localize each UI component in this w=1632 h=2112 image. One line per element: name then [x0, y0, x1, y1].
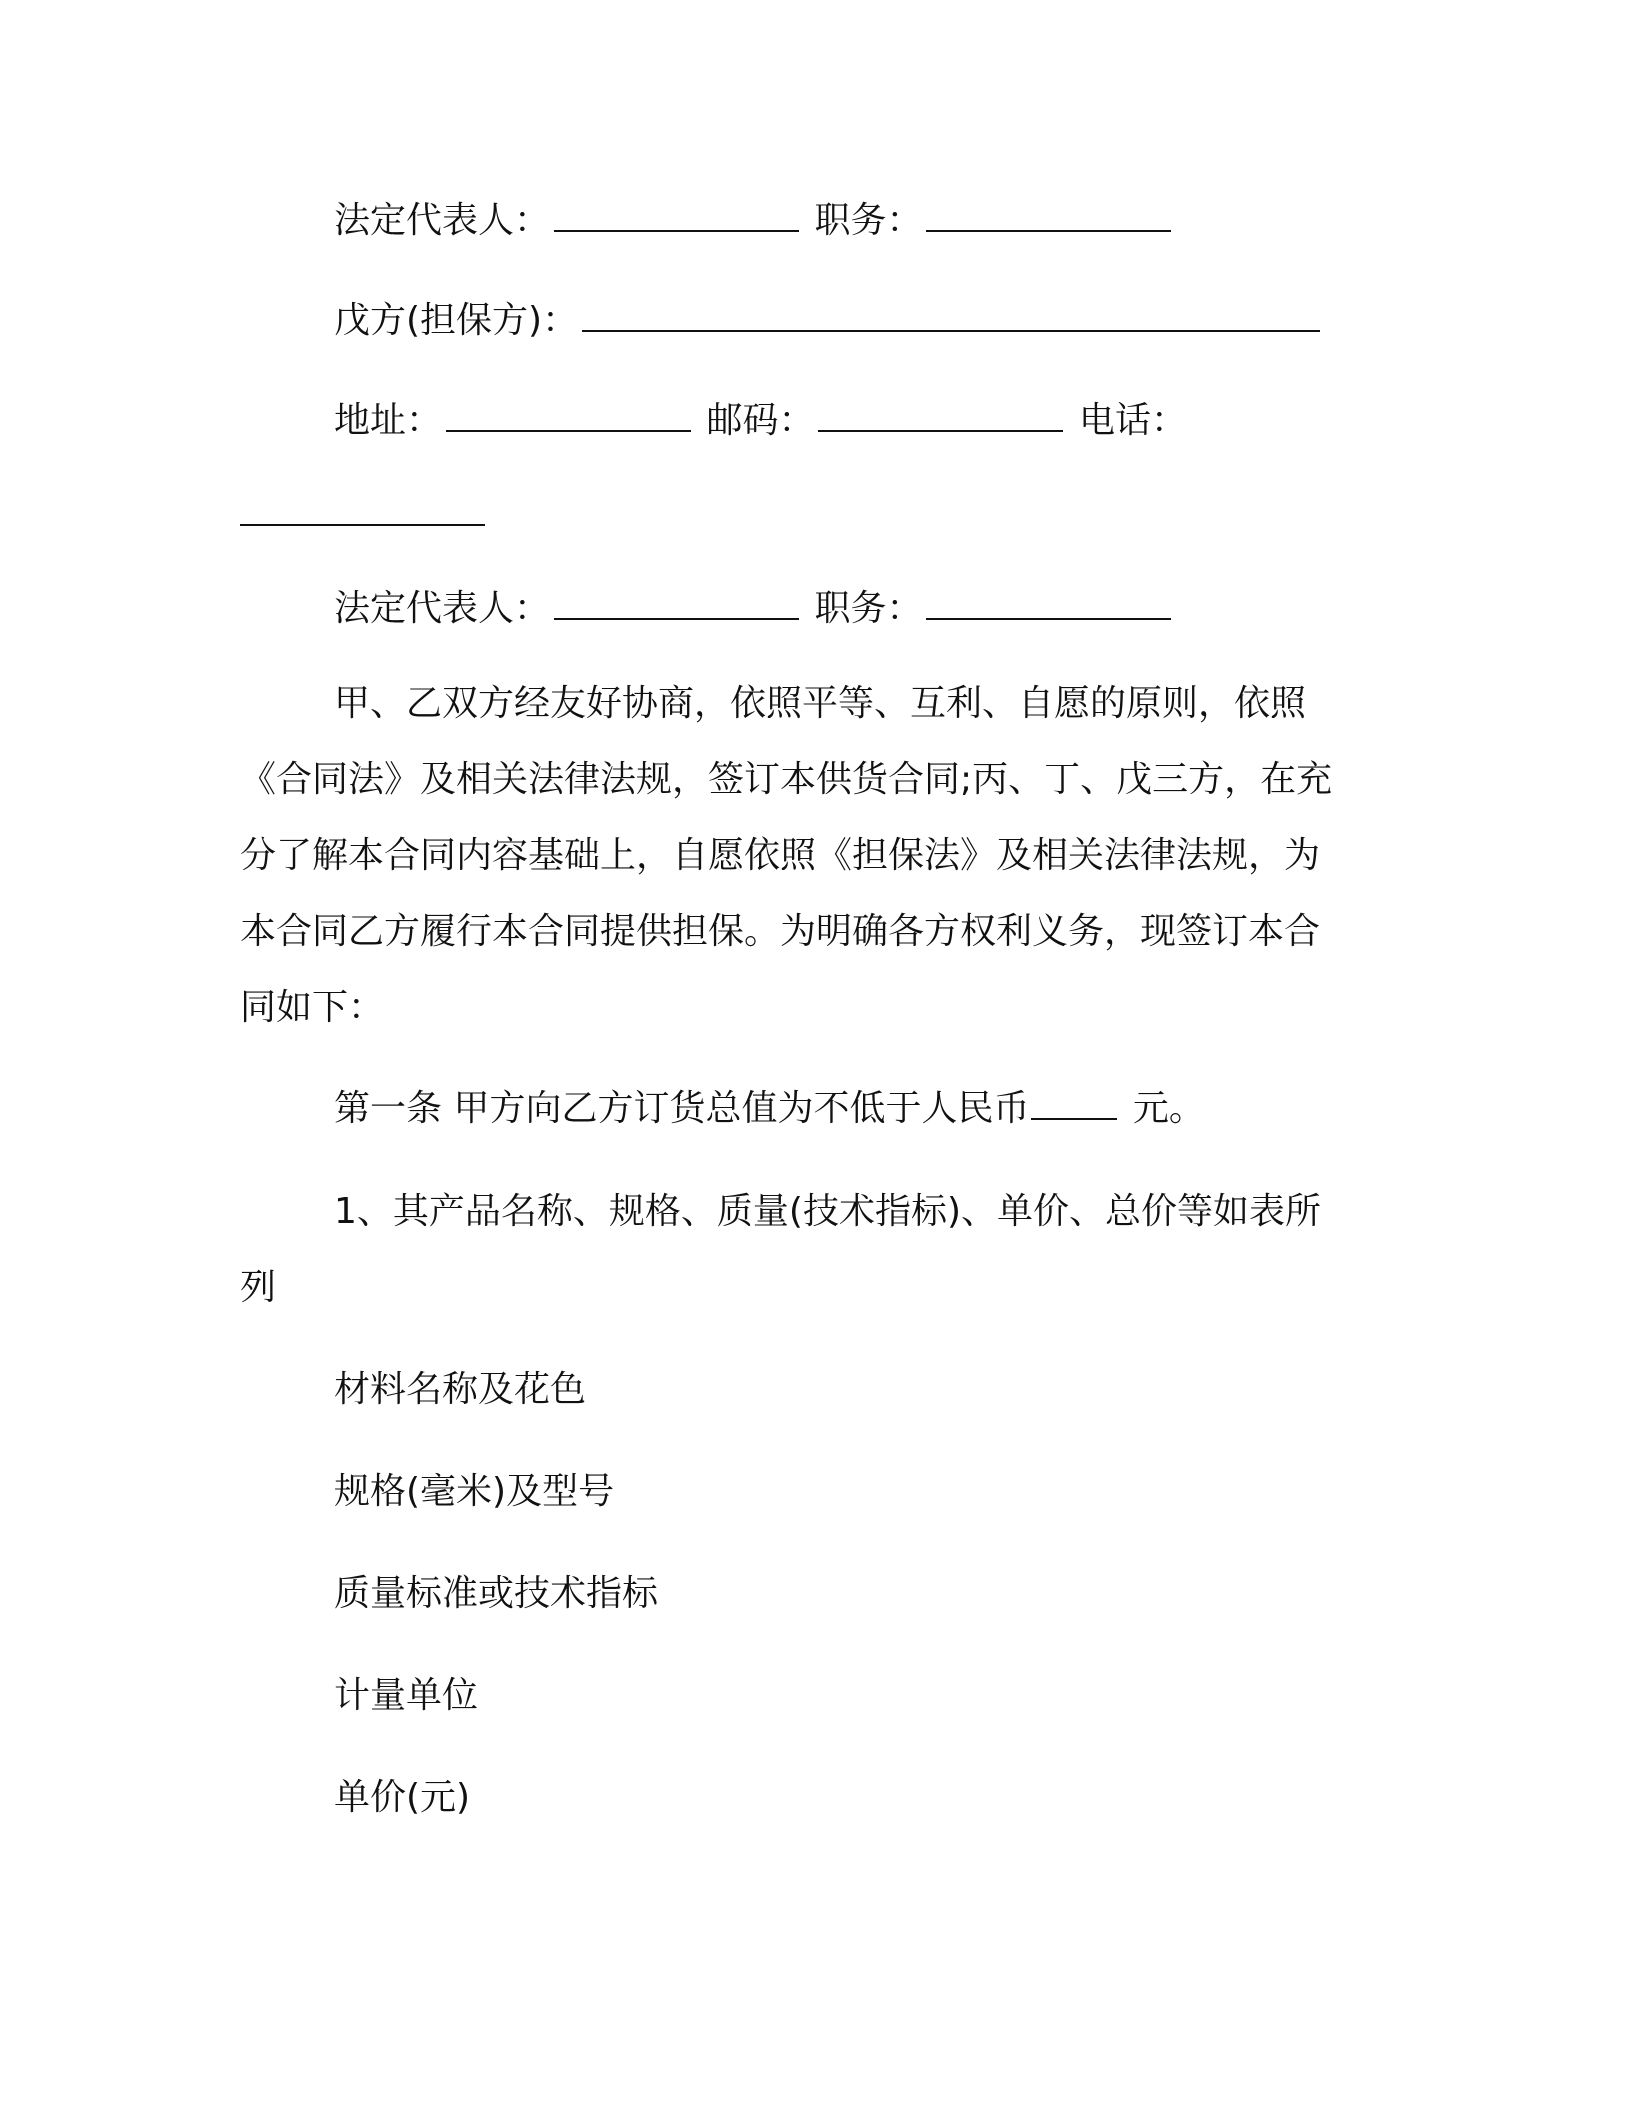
phone-blank	[240, 490, 485, 526]
representative-line-1	[334, 196, 1394, 245]
representative-blank	[554, 584, 799, 620]
guarantor-blank	[582, 296, 1320, 332]
table-header-material: 材料名称及花色	[334, 1369, 587, 1410]
guarantor-label: 戊方(担保方)：	[334, 300, 579, 341]
preamble-line: 分了解本合同内容基础上，自愿依照《担保法》及相关法律法规，为	[240, 835, 1321, 876]
representative-blank	[554, 196, 799, 232]
table-header-spec: 规格(毫米)及型号	[334, 1471, 615, 1512]
phone-blank-line	[240, 490, 1390, 539]
table-header-price: 单价(元)	[334, 1777, 471, 1818]
post-label: 职务：	[814, 200, 923, 241]
preamble-line: 甲、乙双方经友好协商，依照平等、互利、自愿的原则，依照	[334, 683, 1307, 724]
table-header-unit: 计量单位	[334, 1675, 479, 1716]
address-blank	[446, 396, 691, 432]
preamble-line: 《合同法》及相关法律法规，签订本供货合同;丙、丁、戊三方，在充	[240, 759, 1333, 800]
representative-label: 法定代表人：	[334, 200, 551, 241]
article-1-text: 第一条 甲方向乙方订货总值为不低于人民币	[334, 1088, 1030, 1129]
address-line	[334, 396, 1394, 445]
preamble-line: 同如下：	[240, 987, 385, 1028]
article-1-suffix: 元。	[1132, 1088, 1205, 1129]
postcode-blank	[818, 396, 1063, 432]
guarantor-line	[334, 296, 1394, 345]
postcode-label: 邮码：	[706, 400, 815, 441]
preamble-line: 本合同乙方履行本合同提供担保。为明确各方权利义务，现签订本合	[240, 911, 1321, 952]
representative-line-2	[334, 584, 1394, 633]
post-blank	[926, 196, 1171, 232]
post-label: 职务：	[814, 588, 923, 629]
article-1	[334, 1084, 1394, 1133]
amount-blank	[1031, 1084, 1117, 1120]
phone-label: 电话：	[1078, 400, 1187, 441]
table-header-quality: 质量标准或技术指标	[334, 1573, 659, 1614]
address-label: 地址：	[334, 400, 443, 441]
item-1-line: 列	[240, 1267, 277, 1308]
item-1-line: 1、其产品名称、规格、质量(技术指标)、单价、总价等如表所	[334, 1191, 1321, 1232]
representative-label: 法定代表人：	[334, 588, 551, 629]
post-blank	[926, 584, 1171, 620]
